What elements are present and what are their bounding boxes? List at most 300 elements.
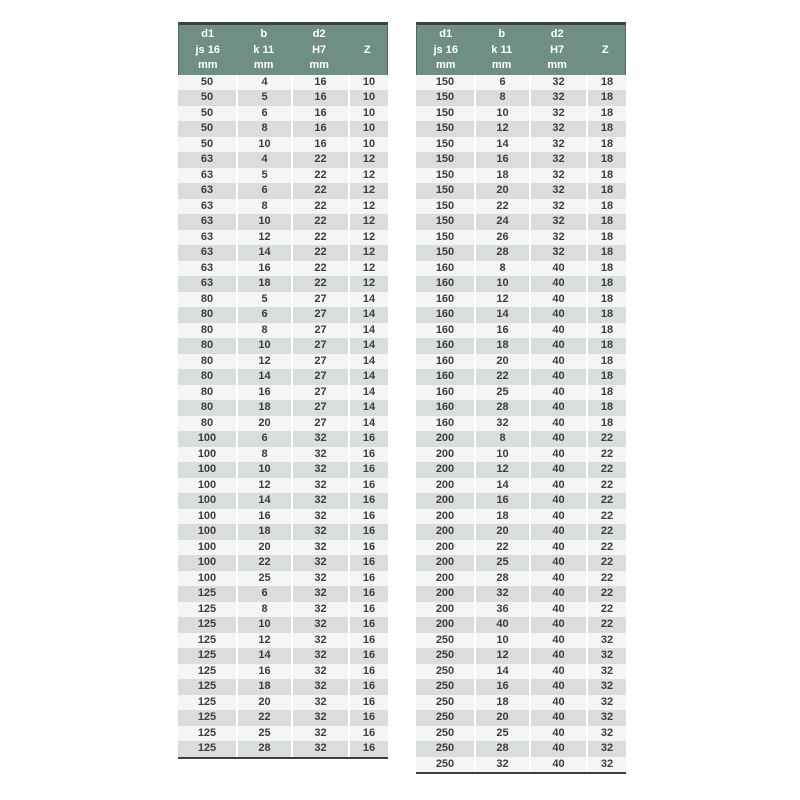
- table-cell: 22: [586, 524, 626, 540]
- table-row: [178, 447, 388, 463]
- table-cell: 27: [291, 400, 348, 416]
- table-cell: 32: [529, 230, 586, 246]
- table-cell: 18: [474, 338, 529, 354]
- table-cell: 14: [474, 137, 529, 153]
- table-cell: 8: [236, 121, 291, 137]
- header-cell-b: [474, 27, 528, 74]
- table-cell: 16: [474, 679, 529, 695]
- table-cell: 32: [529, 121, 586, 137]
- table-cell: 22: [586, 571, 626, 587]
- table-cell: 22: [291, 214, 348, 230]
- table-row: [416, 199, 626, 215]
- table-cell: 63: [200, 230, 214, 243]
- table-cell: 16: [348, 648, 388, 664]
- table-cell: 22: [291, 230, 348, 246]
- table-cell: 18: [474, 168, 529, 184]
- table-row: [416, 261, 626, 277]
- table-cell: 6: [236, 183, 291, 199]
- table-cell: 40: [529, 509, 586, 525]
- table-cell: 150: [435, 91, 455, 103]
- table-cell: 32: [586, 679, 626, 695]
- table-cell: 125: [197, 695, 217, 708]
- table-row: [178, 710, 388, 726]
- table-row: [416, 338, 626, 354]
- table-cell: 14: [236, 369, 291, 385]
- table-cell: 8: [236, 447, 291, 463]
- table-cell: 24: [474, 214, 529, 230]
- table-cell: 63: [200, 246, 214, 258]
- table-cell: 125: [197, 633, 217, 646]
- table-cell: 16: [348, 555, 388, 571]
- table-cell: 12: [348, 245, 388, 261]
- table-cell: 22: [586, 602, 626, 618]
- table-cell: 10: [348, 106, 388, 122]
- table-cell: 80: [200, 370, 214, 382]
- table-cell: 18: [236, 400, 291, 416]
- table-cell: 28: [474, 245, 529, 261]
- table-cell: 22: [236, 710, 291, 726]
- table-row: [178, 214, 388, 230]
- table-cell: 50: [200, 122, 214, 134]
- table-cell: 10: [236, 214, 291, 230]
- table-cell: 200: [435, 447, 455, 460]
- table-row: [178, 462, 388, 478]
- table-cell: 22: [586, 493, 626, 509]
- table-cell: 80: [200, 292, 214, 305]
- table-row: [178, 121, 388, 137]
- table-cell: 10: [348, 121, 388, 137]
- table-row: [178, 307, 388, 323]
- table-right: [416, 22, 626, 774]
- table-cell: 18: [586, 90, 626, 106]
- table-row: [416, 385, 626, 401]
- table-cell: 18: [586, 416, 626, 432]
- table-cell: 32: [291, 540, 348, 556]
- table-cell: 40: [529, 555, 586, 571]
- table-cell: 18: [586, 369, 626, 385]
- table-row: [416, 90, 626, 106]
- table-cell: 16: [474, 152, 529, 168]
- header-line: mm: [547, 59, 567, 71]
- header-line: k 11: [253, 43, 275, 56]
- table-row: [178, 75, 388, 91]
- table-cell: 40: [529, 617, 586, 633]
- header-line: H7: [550, 43, 565, 56]
- table-cell: 14: [348, 307, 388, 323]
- table-cell: 10: [236, 462, 291, 478]
- table-cell: 32: [529, 137, 586, 153]
- table-row: [416, 555, 626, 571]
- table-cell: 32: [529, 90, 586, 106]
- table-cell: 16: [236, 261, 291, 277]
- table-row: [416, 431, 626, 447]
- table-row: [416, 633, 626, 649]
- table-cell: 32: [586, 757, 626, 773]
- table-cell: 25: [236, 571, 291, 587]
- header-line: b: [498, 28, 506, 40]
- table-row: [178, 199, 388, 215]
- table-cell: 200: [435, 494, 455, 506]
- table-right-body: [416, 75, 626, 775]
- table-row: [178, 695, 388, 711]
- table-cell: 32: [291, 524, 348, 540]
- table-row: [178, 106, 388, 122]
- table-cell: 16: [348, 586, 388, 602]
- table-cell: 12: [236, 478, 291, 494]
- table-row: [178, 602, 388, 618]
- table-cell: 32: [291, 571, 348, 587]
- table-row: [178, 726, 388, 742]
- table-row: [416, 679, 626, 695]
- table-cell: 16: [348, 726, 388, 742]
- table-cell: 20: [474, 524, 529, 540]
- table-cell: 8: [474, 431, 529, 447]
- table-cell: 40: [529, 493, 586, 509]
- table-cell: 40: [529, 741, 586, 757]
- table-cell: 18: [586, 168, 626, 184]
- table-cell: 200: [435, 432, 455, 444]
- table-row: [178, 385, 388, 401]
- table-row: [178, 540, 388, 556]
- table-cell: 32: [586, 710, 626, 726]
- table-cell: 16: [236, 385, 291, 401]
- table-cell: 20: [474, 354, 529, 370]
- table-cell: 16: [348, 571, 388, 587]
- table-left: [178, 22, 388, 759]
- table-cell: 14: [236, 245, 291, 261]
- table-row: [416, 710, 626, 726]
- table-cell: 32: [291, 493, 348, 509]
- table-cell: 160: [435, 292, 455, 305]
- table-cell: 40: [529, 447, 586, 463]
- table-cell: 16: [291, 90, 348, 106]
- table-cell: 200: [435, 602, 455, 615]
- table-cell: 250: [435, 726, 455, 739]
- table-cell: 200: [435, 556, 455, 568]
- table-cell: 100: [197, 556, 217, 568]
- table-cell: 40: [529, 338, 586, 354]
- table-row: [178, 741, 388, 757]
- table-cell: 36: [474, 602, 529, 618]
- table-cell: 32: [586, 664, 626, 680]
- table-cell: 200: [435, 587, 455, 599]
- table-cell: 14: [348, 416, 388, 432]
- header-cell-z: [585, 27, 625, 74]
- table-row: [416, 648, 626, 664]
- header-line: mm: [197, 59, 218, 71]
- table-cell: 150: [435, 168, 455, 181]
- table-cell: 32: [529, 245, 586, 261]
- table-cell: 40: [529, 292, 586, 308]
- table-cell: 160: [435, 261, 455, 274]
- table-cell: 18: [586, 75, 626, 91]
- table-cell: 40: [529, 400, 586, 416]
- table-cell: 25: [474, 385, 529, 401]
- table-cell: 32: [586, 726, 626, 742]
- table-cell: 100: [197, 478, 217, 491]
- table-cell: 18: [474, 695, 529, 711]
- table-cell: 150: [435, 153, 455, 165]
- table-cell: 27: [291, 369, 348, 385]
- table-cell: 14: [348, 354, 388, 370]
- table-cell: 27: [291, 292, 348, 308]
- table-cell: 22: [586, 462, 626, 478]
- table-cell: 22: [291, 152, 348, 168]
- table-cell: 28: [474, 571, 529, 587]
- table-cell: 200: [435, 509, 455, 522]
- table-cell: 160: [435, 323, 455, 336]
- table-row: [178, 416, 388, 432]
- table-cell: 150: [435, 75, 455, 88]
- table-cell: 22: [586, 586, 626, 602]
- table-cell: 40: [529, 354, 586, 370]
- table-cell: 16: [291, 137, 348, 153]
- table-cell: 32: [291, 478, 348, 494]
- table-row: [178, 183, 388, 199]
- table-row: [178, 555, 388, 571]
- header-line: b: [260, 28, 268, 40]
- table-cell: 5: [236, 168, 291, 184]
- table-cell: 14: [474, 664, 529, 680]
- table-cell: 40: [529, 416, 586, 432]
- table-cell: 16: [348, 679, 388, 695]
- table-cell: 40: [529, 276, 586, 292]
- table-cell: 20: [474, 183, 529, 199]
- table-cell: 150: [435, 215, 455, 227]
- table-right-header: [416, 22, 626, 75]
- table-cell: 40: [529, 726, 586, 742]
- table-cell: 32: [291, 664, 348, 680]
- table-cell: 14: [348, 338, 388, 354]
- table-cell: 150: [435, 106, 455, 119]
- table-cell: 16: [348, 540, 388, 556]
- table-cell: 6: [236, 431, 291, 447]
- table-cell: 18: [586, 261, 626, 277]
- table-row: [178, 633, 388, 649]
- table-cell: 200: [435, 618, 455, 630]
- header-cell-d2: [529, 27, 585, 74]
- table-cell: 18: [586, 152, 626, 168]
- table-cell: 40: [529, 586, 586, 602]
- table-cell: 40: [529, 679, 586, 695]
- table-cell: 18: [586, 245, 626, 261]
- table-row: [416, 230, 626, 246]
- table-cell: 50: [200, 75, 214, 88]
- table-cell: 20: [236, 540, 291, 556]
- table-row: [416, 462, 626, 478]
- table-cell: 12: [474, 648, 529, 664]
- header-line: Z: [601, 43, 609, 56]
- table-cell: 16: [236, 664, 291, 680]
- table-cell: 16: [236, 509, 291, 525]
- table-cell: 250: [435, 664, 455, 677]
- table-cell: 32: [291, 648, 348, 664]
- table-cell: 18: [586, 354, 626, 370]
- table-cell: 50: [200, 91, 214, 103]
- table-cell: 32: [529, 183, 586, 199]
- table-cell: 27: [291, 338, 348, 354]
- header-cell-d2: [291, 27, 347, 74]
- table-cell: 100: [197, 463, 217, 475]
- table-cell: 16: [348, 664, 388, 680]
- table-row: [416, 183, 626, 199]
- table-cell: 18: [586, 400, 626, 416]
- table-cell: 160: [435, 339, 455, 351]
- header-line: js 16: [195, 43, 220, 56]
- table-row: [178, 292, 388, 308]
- table-cell: 8: [474, 90, 529, 106]
- table-cell: 18: [586, 183, 626, 199]
- table-cell: 4: [236, 75, 291, 91]
- table-cell: 14: [348, 323, 388, 339]
- table-left-header: [178, 22, 388, 75]
- table-cell: 22: [291, 276, 348, 292]
- table-cell: 125: [197, 587, 217, 599]
- table-cell: 40: [529, 710, 586, 726]
- table-cell: 8: [236, 602, 291, 618]
- table-cell: 40: [474, 617, 529, 633]
- table-cell: 10: [348, 75, 388, 91]
- table-cell: 18: [586, 214, 626, 230]
- header-line: mm: [309, 59, 329, 71]
- table-row: [416, 307, 626, 323]
- table-cell: 160: [435, 308, 455, 320]
- table-cell: 32: [291, 710, 348, 726]
- header-line: [585, 58, 625, 74]
- table-row: [178, 90, 388, 106]
- header-line: [585, 27, 625, 43]
- table-cell: 200: [435, 463, 455, 475]
- table-cell: 32: [291, 555, 348, 571]
- table-cell: 63: [200, 153, 214, 165]
- table-cell: 125: [197, 711, 217, 723]
- table-cell: 150: [435, 184, 455, 196]
- table-row: [416, 245, 626, 261]
- table-cell: 8: [236, 323, 291, 339]
- table-cell: 40: [529, 602, 586, 618]
- table-cell: 18: [586, 307, 626, 323]
- table-cell: 27: [291, 307, 348, 323]
- table-cell: 100: [197, 525, 217, 537]
- table-cell: 32: [529, 168, 586, 184]
- table-cell: 32: [474, 416, 529, 432]
- table-cell: 22: [291, 261, 348, 277]
- table-cell: 40: [529, 633, 586, 649]
- header-line: Z: [363, 43, 371, 56]
- table-cell: 22: [236, 555, 291, 571]
- table-cell: 8: [474, 261, 529, 277]
- table-cell: 22: [474, 540, 529, 556]
- table-cell: 32: [529, 106, 586, 122]
- table-cell: 80: [200, 401, 214, 413]
- header-line: mm: [491, 59, 512, 71]
- table-cell: 16: [348, 602, 388, 618]
- table-cell: 22: [291, 199, 348, 215]
- table-cell: 6: [474, 75, 529, 91]
- table-cell: 40: [529, 431, 586, 447]
- table-cell: 10: [236, 617, 291, 633]
- table-cell: 18: [586, 137, 626, 153]
- table-cell: 12: [348, 199, 388, 215]
- table-cell: 125: [197, 664, 217, 677]
- table-cell: 25: [474, 555, 529, 571]
- table-row: [416, 493, 626, 509]
- table-cell: 12: [348, 183, 388, 199]
- table-row: [416, 400, 626, 416]
- table-cell: 16: [291, 106, 348, 122]
- table-cell: 32: [291, 447, 348, 463]
- table-cell: 32: [291, 633, 348, 649]
- table-cell: 10: [236, 137, 291, 153]
- table-row: [178, 679, 388, 695]
- table-row: [178, 524, 388, 540]
- table-row: [178, 571, 388, 587]
- table-cell: 18: [586, 230, 626, 246]
- table-cell: 16: [291, 121, 348, 137]
- table-cell: 200: [435, 525, 455, 537]
- table-cell: 6: [236, 106, 291, 122]
- table-cell: 40: [529, 757, 586, 773]
- table-cell: 50: [200, 106, 214, 119]
- table-cell: 18: [236, 276, 291, 292]
- table-cell: 160: [435, 370, 455, 382]
- table-cell: 22: [474, 199, 529, 215]
- table-cell: 125: [197, 602, 217, 615]
- table-cell: 250: [435, 680, 455, 692]
- header-line: [347, 27, 387, 43]
- table-cell: 18: [236, 524, 291, 540]
- table-cell: 10: [236, 338, 291, 354]
- table-cell: 32: [586, 695, 626, 711]
- table-cell: 14: [474, 307, 529, 323]
- table-cell: 10: [348, 90, 388, 106]
- table-cell: 200: [435, 540, 455, 553]
- table-left-body: [178, 75, 388, 759]
- table-cell: 150: [435, 122, 455, 134]
- table-cell: 150: [435, 137, 455, 150]
- table-cell: 10: [474, 276, 529, 292]
- table-cell: 18: [586, 276, 626, 292]
- table-cell: 12: [474, 462, 529, 478]
- header-cell-b: [236, 27, 290, 74]
- table-cell: 16: [348, 695, 388, 711]
- table-cell: 32: [291, 509, 348, 525]
- table-row: [416, 571, 626, 587]
- table-row: [178, 648, 388, 664]
- table-cell: 200: [435, 571, 455, 584]
- table-row: [416, 509, 626, 525]
- table-cell: 6: [236, 307, 291, 323]
- table-cell: 50: [200, 137, 214, 150]
- header-cell-z: [347, 27, 387, 74]
- table-cell: 250: [435, 757, 455, 770]
- table-cell: 32: [529, 199, 586, 215]
- table-row: [416, 292, 626, 308]
- table-cell: 40: [529, 323, 586, 339]
- header-line: d2: [550, 28, 564, 40]
- table-cell: 125: [197, 618, 217, 630]
- table-cell: 20: [236, 695, 291, 711]
- table-cell: 160: [435, 277, 455, 289]
- table-cell: 125: [197, 680, 217, 692]
- header-line: k 11: [491, 43, 513, 56]
- header-line: mm: [253, 59, 274, 71]
- table-row: [178, 400, 388, 416]
- table-cell: 40: [529, 462, 586, 478]
- table-cell: 22: [586, 555, 626, 571]
- table-cell: 100: [197, 447, 217, 460]
- header-cell-d1: [417, 27, 474, 74]
